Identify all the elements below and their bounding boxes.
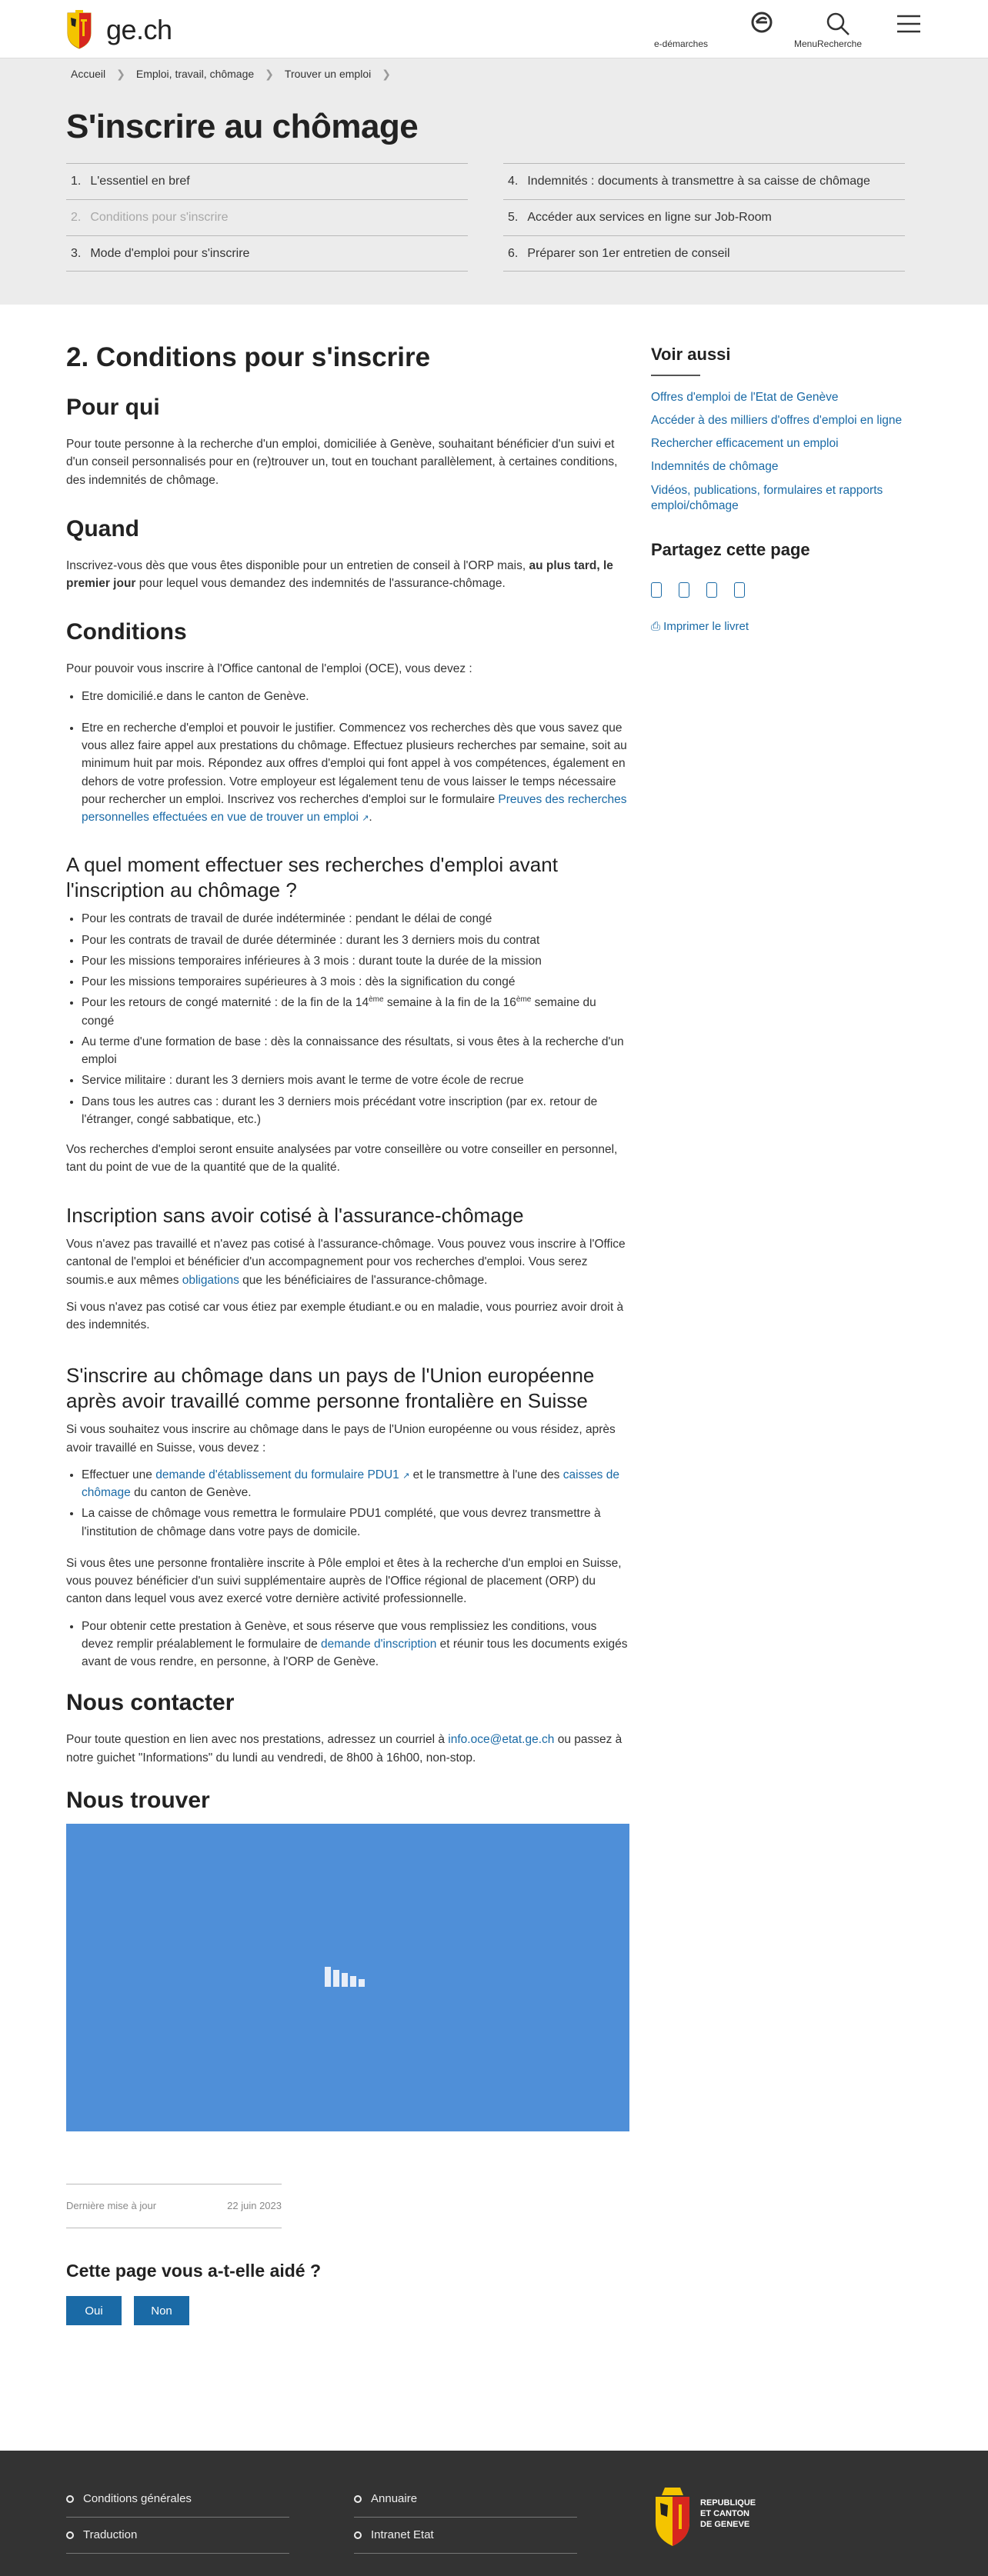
ue-intro: Si vous souhaitez vous inscrire au chômage dans le pays de l'Union européenne ou vous résidez, après avoir travaillé en Suisse, vous devez :	[66, 1423, 616, 1455]
moment-list	[82, 910, 629, 1128]
ue-li3-a: Pour obtenir cette prestation à Genève, et sous réserve que vous remplissiez les conditions, vous devez remplir préalablement le formulaire de	[82, 1619, 597, 1651]
bullet-circle-icon	[66, 2531, 74, 2539]
toc-label: Préparer son 1er entretien de conseil	[527, 246, 730, 260]
maternite-c: semaine du congé	[82, 996, 596, 1028]
footer-link-label: Intranet Etat	[371, 2528, 434, 2541]
pour-qui-text: Pour toute personne à la recherche d'un emploi, domiciliée à Genève, souhaitant bénéficier d'un suivi et d'un conseil personnalisés pour en (re)trouver un, tout en touchant parallèlement, à certaines conditions, des indemnités de chômage.	[66, 438, 618, 487]
heading-contact: Nous contacter	[66, 1690, 235, 1716]
sidebar-link-videos[interactable]: Vidéos, publications, formulaires et rapports emploi/chômage	[651, 483, 883, 512]
list-item: • La caisse de chômage vous remettra le formulaire PDU1 complété, que vous devrez transmettre à l'institution de chômage dans votre pays de domicile.	[82, 1505, 629, 1541]
search-label: Recherche	[817, 38, 863, 49]
share-title: Partagez cette page	[651, 539, 810, 559]
voir-aussi-title: Voir aussi	[651, 345, 731, 364]
toc-num: 1.	[71, 175, 82, 188]
conditions-list	[82, 688, 629, 827]
last-updated-label: Dernière mise à jour	[66, 2200, 157, 2212]
search-icon	[825, 11, 851, 37]
moment-after: Vos recherches d'emploi seront ensuite analysées par votre conseillère ou votre conseiller en personnel, tant du point de vue de la quantité que de la qualité.	[66, 1143, 618, 1175]
list-item: • Pour les missions temporaires supérieures à 3 mois : dès la signification du congé	[82, 973, 629, 991]
site-footer	[0, 2451, 988, 2576]
maternite-sup2: ème	[516, 995, 532, 1005]
toc-item-job-room[interactable]	[503, 199, 905, 235]
contact-text	[66, 1731, 629, 1767]
footer-link-label: Traduction	[83, 2528, 138, 2541]
site-header	[0, 0, 988, 58]
page-banner	[0, 58, 988, 305]
footer-link-intranet[interactable]	[354, 2518, 577, 2554]
sidebar	[651, 342, 913, 635]
bullet-circle-icon	[354, 2531, 362, 2539]
toc-item-entretien[interactable]	[503, 235, 905, 272]
heading-conditions: Conditions	[66, 619, 187, 645]
maternite-sup1: ème	[369, 995, 384, 1005]
list-item: • Dans tous les autres cas : durant les 3 derniers mois précédant votre inscription (par ex. retour de l'étranger, congé sabbatique, etc.)	[82, 1093, 629, 1129]
footer-link-conditions[interactable]	[66, 2481, 289, 2518]
quand-text-b: pour lequel vous demandez des indemnités de l'assurance-chômage.	[135, 577, 506, 590]
heading-quand: Quand	[66, 515, 139, 542]
contact-text-b: ou passez à notre guichet "Informations" du lundi au vendredi, de 8h00 à 16h00, non-stop.	[66, 1733, 623, 1765]
table-of-contents-right	[503, 163, 905, 272]
edemarches-button[interactable]	[654, 11, 780, 49]
ue-frontalier: Si vous êtes une personne frontalière inscrite à Pôle emploi et êtes à la recherche d'un emploi en Suisse, vous pouvez bénéficier d'un suivi supplémentaire auprès de l'Office régional de placement (ORP) du canton dans lequel vous avez exercé votre dernière activité professionnelle.	[66, 1556, 622, 1606]
facebook-share-icon[interactable]	[651, 582, 662, 598]
menu-button[interactable]	[896, 14, 922, 38]
list-item: • Pour les missions temporaires inférieures à 3 mois : durant toute la durée de la mission	[82, 952, 629, 970]
email-link[interactable]: info.oce@etat.ge.ch	[448, 1733, 555, 1747]
section-title: 2. Conditions pour s'inscrire	[66, 342, 431, 372]
toc-item-indemnites[interactable]	[503, 163, 905, 199]
footer-logo-text	[700, 2498, 756, 2530]
quand-text	[66, 557, 629, 593]
footer-logo-line: REPUBLIQUE	[700, 2498, 756, 2508]
bullet-circle-icon	[354, 2495, 362, 2503]
site-name: ge.ch	[106, 14, 172, 45]
chevron-right-icon: ❯	[382, 68, 391, 80]
preuves-recherches-link-label: Preuves des recherches personnelles effectuées en vue de trouver un emploi	[82, 792, 627, 824]
main-content	[66, 342, 629, 2325]
toc-num: 2.	[71, 211, 82, 224]
divider	[651, 375, 700, 376]
feedback-yes-button[interactable]: Oui	[66, 2296, 122, 2325]
email-share-icon[interactable]	[734, 582, 745, 598]
maternite-a: Pour les retours de congé maternité : de la fin de la 14	[82, 996, 369, 1010]
obligations-link[interactable]: obligations	[182, 1273, 239, 1287]
footer-link-label: Annuaire	[371, 2491, 418, 2505]
sans-cotise-p2: Si vous n'avez pas cotisé car vous étiez par exemple étudiant.e ou en maladie, vous pourriez avoir droit à des indemnités.	[66, 1300, 624, 1332]
toc-label: L'essentiel en bref	[90, 175, 190, 188]
toc-item-essentiel[interactable]	[66, 163, 468, 199]
breadcrumb-home[interactable]: Accueil	[71, 68, 106, 80]
ue-list	[82, 1466, 629, 1541]
list-item	[82, 994, 629, 1030]
list-item: • Etre domicilié.e dans le canton de Genève.	[82, 688, 629, 705]
list-item	[82, 719, 629, 827]
demande-inscription-link[interactable]: demande d'inscription	[321, 1637, 437, 1651]
maternite-b: semaine à la fin de la 16	[383, 996, 516, 1010]
pdu1-link-label: demande d'établissement du formulaire PDU1	[155, 1468, 399, 1481]
sidebar-link-rechercher[interactable]: Rechercher efficacement un emploi	[651, 437, 839, 451]
print-booklet-label: Imprimer le livret	[663, 619, 749, 633]
sans-cotise-p1-a: Vous n'avez pas travaillé et n'avez pas cotisé à l'assurance-chômage. Vous pouvez vous inscrire à l'Office cantonal de l'emploi et bénéficier d'un accompagnement pour vos recherches d'emploi. Vous serez soumis.e aux mêmes	[66, 1238, 626, 1287]
twitter-share-icon[interactable]	[679, 582, 689, 598]
conditions-intro: Pour pouvoir vous inscrire à l'Office cantonal de l'emploi (OCE), vous devez :	[66, 662, 472, 676]
footer-link-annuaire[interactable]	[354, 2481, 577, 2518]
ue-list-2	[82, 1618, 629, 1671]
heading-trouver: Nous trouver	[66, 1787, 210, 1813]
list-item	[82, 1618, 629, 1671]
search-button[interactable]	[794, 11, 863, 49]
contact-text-a: Pour toute question en lien avec nos prestations, adressez un courriel à	[66, 1733, 449, 1747]
heading-ue: S'inscrire au chômage dans un pays de l'Union européenne après avoir travaillé comme personne frontalière en Suisse	[66, 1364, 595, 1412]
voir-aussi-links	[651, 390, 913, 514]
hamburger-menu-icon	[896, 14, 922, 34]
toc-label: Accéder aux services en ligne sur Job-Room	[527, 211, 772, 224]
breadcrumb	[71, 66, 391, 82]
footer-logo-line: ET CANTON	[700, 2508, 749, 2518]
footer-link-traduction[interactable]	[66, 2518, 289, 2554]
linkedin-share-icon[interactable]	[706, 582, 717, 598]
caisses-chomage-link[interactable]: caisses de chômage	[82, 1468, 619, 1500]
feedback-title: Cette page vous a-t-elle aidé ?	[66, 2260, 322, 2281]
ue-li3-b: et réunir tous les documents exigés avant de vous rendre, en personne, à l'ORP de Genève.	[82, 1637, 628, 1669]
site-logo[interactable]	[66, 9, 172, 51]
list-item: • Pour les contrats de travail de durée déterminée : durant les 3 derniers mois du contrat	[82, 931, 629, 949]
sans-cotise-p1-b: que les bénéficiaires de l'assurance-chômage.	[239, 1273, 488, 1287]
sidebar-link-indemnites[interactable]: Indemnités de chômage	[651, 460, 779, 474]
toc-item-mode-emploi[interactable]	[66, 235, 468, 272]
last-updated	[66, 2184, 282, 2228]
list-item: • Service militaire : durant les 3 derniers mois avant le terme de votre école de recrue	[82, 1071, 629, 1089]
page-title: S'inscrire au chômage	[66, 108, 419, 145]
quand-text-a: Inscrivez-vous dès que vous êtes disponible pour un entretien de conseil à l'ORP mais,	[66, 558, 529, 572]
chevron-right-icon: ❯	[265, 68, 274, 80]
ue-li1-b: et le transmettre à l'une des	[409, 1468, 563, 1481]
footer-link-label: Conditions générales	[83, 2491, 192, 2505]
pdu1-link[interactable]	[155, 1468, 409, 1481]
toc-label: Mode d'emploi pour s'inscrire	[90, 246, 250, 260]
loading-icon	[325, 1967, 365, 1987]
sidebar-link-offres-en-ligne[interactable]: Accéder à des milliers d'offres d'emploi en ligne	[651, 414, 903, 428]
print-booklet-link[interactable]	[651, 620, 749, 633]
ue-li1-c: du canton de Genève.	[130, 1486, 252, 1500]
chevron-right-icon: ❯	[116, 68, 125, 80]
toc-item-conditions-current	[66, 199, 468, 235]
heading-pour-qui: Pour qui	[66, 395, 160, 420]
footer-logo[interactable]	[651, 2484, 756, 2551]
toc-label: Conditions pour s'inscrire	[90, 211, 229, 224]
conditions-item2-text: Etre en recherche d'emploi et pouvoir le justifier. Commencez vos recherches dès que vous savez que vous allez faire appel aux prestations du chômage. Effectuez plusieurs recherches par semaine, soit au minimum huit par mois. Répondez aux offres d'emploi qui font appel à vos compétences, également en dehors de votre profession. Votre employeur est légalement tenu de vous laisser le temps nécessaire pour rechercher un emploi. Inscrivez vos recherches d'emploi sur le formulaire	[82, 721, 627, 806]
feedback-no-button[interactable]: Non	[134, 2296, 189, 2325]
geneva-crest-icon	[651, 2484, 694, 2551]
toc-label: Indemnités : documents à transmettre à sa caisse de chômage	[527, 175, 870, 188]
external-link-icon: ↗	[402, 1471, 410, 1481]
last-updated-date: 22 juin 2023	[227, 2200, 282, 2212]
edemarches-label: e-démarches	[654, 38, 709, 49]
toc-num: 5.	[508, 211, 519, 224]
bullet-circle-icon	[66, 2495, 74, 2503]
sidebar-link-offres-etat[interactable]: Offres d'emploi de l'Etat de Genève	[651, 391, 839, 404]
table-of-contents-left	[66, 163, 468, 272]
share-icons	[651, 582, 913, 598]
toc-num: 6.	[508, 246, 519, 260]
heading-moment: A quel moment effectuer ses recherches d'emploi avant l'inscription au chômage ?	[66, 853, 558, 901]
toc-num: 4.	[508, 175, 519, 188]
footer-col-1	[66, 2481, 289, 2554]
feedback-buttons	[66, 2296, 629, 2325]
conditions-item2-end: .	[369, 811, 372, 824]
breadcrumb-emploi[interactable]: Emploi, travail, chômage	[135, 68, 255, 80]
breadcrumb-trouver-emploi[interactable]: Trouver un emploi	[284, 68, 372, 80]
print-icon: ⎙	[651, 619, 664, 633]
list-item	[82, 1466, 629, 1502]
menu-label: Menu	[794, 38, 818, 49]
footer-col-2	[354, 2481, 577, 2554]
sans-cotise-p1	[66, 1235, 629, 1289]
map-embed[interactable]	[66, 1824, 629, 2131]
ue-li1-a: Effectuer une	[82, 1468, 156, 1481]
list-item: • Pour les contrats de travail de durée indéterminée : pendant le délai de congé	[82, 910, 629, 928]
heading-sans-cotise: Inscription sans avoir cotisé à l'assurance-chômage	[66, 1203, 524, 1227]
edemarches-icon	[745, 11, 780, 34]
footer-logo-line: DE GENEVE	[700, 2519, 750, 2529]
list-item: • Au terme d'une formation de base : dès la connaissance des résultats, si vous êtes à la recherche d'un emploi	[82, 1033, 629, 1069]
external-link-icon: ↗	[362, 814, 369, 823]
geneva-crest-icon	[66, 10, 92, 50]
quand-text-bold: au plus tard, le premier jour	[66, 558, 613, 590]
toc-num: 3.	[71, 246, 82, 260]
